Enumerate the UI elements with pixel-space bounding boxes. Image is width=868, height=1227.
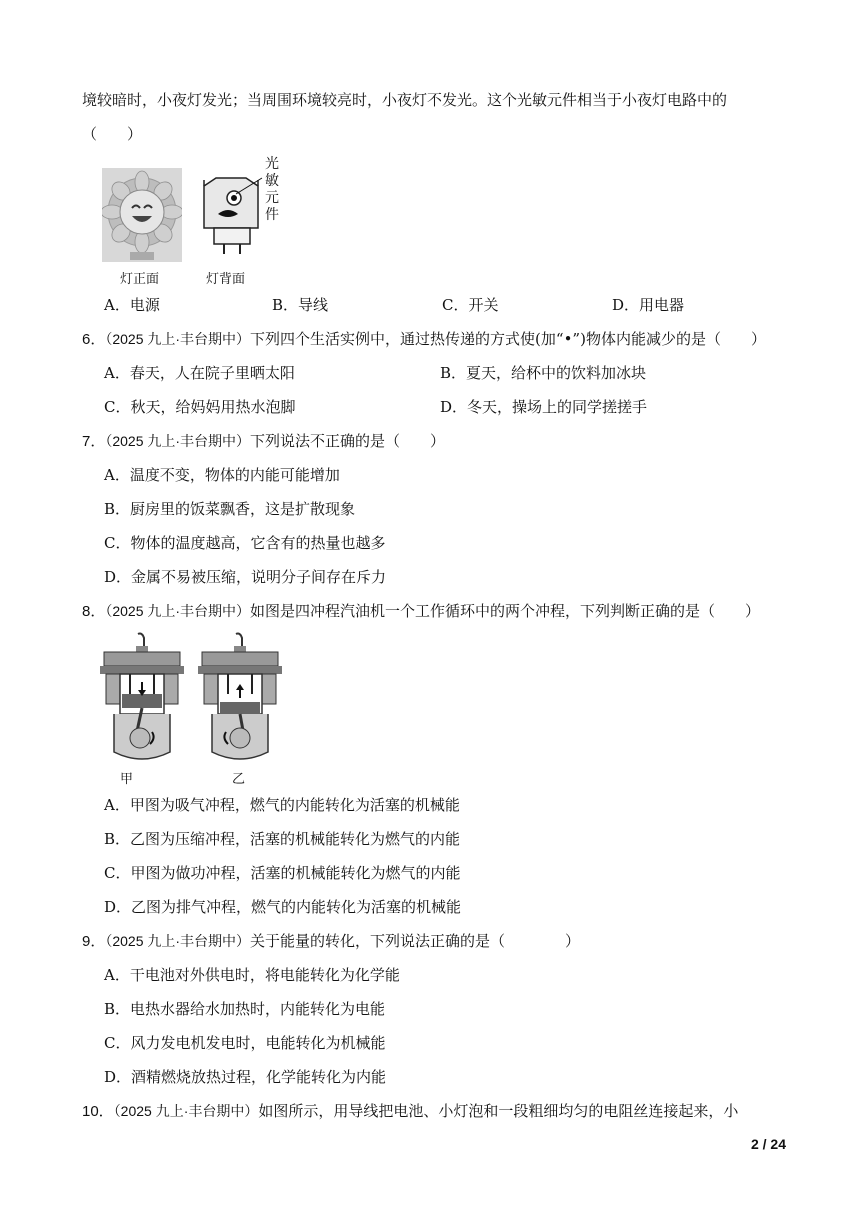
q10-stem: 10．（2025 九上·丰台期中）如图所示，用导线把电池、小灯泡和一段粗细均匀的电阻丝连接起来，小 <box>82 1102 739 1120</box>
q5-stem-line: 境较暗时，小夜灯发光；当周围环境较亮时，小夜灯不发光。这个光敏元件相当于小夜灯电路中的 <box>82 91 728 109</box>
q6-option-c: C．秋天，给妈妈用热水泡脚 <box>104 398 296 416</box>
fig-caption-back: 灯背面 <box>206 272 246 287</box>
q7-option-c: C．物体的温度越高，它含有的热量也越多 <box>104 534 386 552</box>
engine-diagram-yi <box>198 632 282 762</box>
q9-option-b: B．电热水器给水加热时，内能转化为电能 <box>104 1000 386 1018</box>
q7-option-a: A．温度不变，物体的内能可能增加 <box>104 466 340 484</box>
fig-caption-jia: 甲 <box>120 772 134 787</box>
q5-option-c: C．开关 <box>442 296 499 314</box>
night-light-back-image <box>196 176 266 256</box>
q8-stem: 8．（2025 九上·丰台期中）如图是四冲程汽油机一个工作循环中的两个冲程，下列判断正确的是（ ） <box>82 602 761 620</box>
q7-option-d: D．金属不易被压缩，说明分子间存在斥力 <box>104 568 387 586</box>
q8-option-c: C．甲图为做功冲程，活塞的机械能转化为燃气的内能 <box>104 864 461 882</box>
q9-option-c: C．风力发电机发电时，电能转化为机械能 <box>104 1034 386 1052</box>
q8-option-d: D．乙图为排气冲程，燃气的内能转化为活塞的机械能 <box>104 898 462 916</box>
q8-option-b: B．乙图为压缩冲程，活塞的机械能转化为燃气的内能 <box>104 830 461 848</box>
night-light-front-image <box>102 168 182 262</box>
q6-option-d: D．冬天，操场上的同学搓搓手 <box>440 398 648 416</box>
q7-option-b: B．厨房里的饭菜飘香，这是扩散现象 <box>104 500 356 518</box>
engine-diagram-jia <box>100 632 184 762</box>
q5-option-b: B．导线 <box>272 296 329 314</box>
fig-caption-yi: 乙 <box>232 772 246 787</box>
photosensitive-element-label: 光 敏 元 件 <box>265 156 279 223</box>
q9-option-d: D．酒精燃烧放热过程，化学能转化为内能 <box>104 1068 387 1086</box>
q5-option-a: A．电源 <box>104 296 160 314</box>
q6-option-a: A．春天，人在院子里晒太阳 <box>104 364 295 382</box>
q9-option-a: A．干电池对外供电时，将电能转化为化学能 <box>104 966 400 984</box>
q8-option-a: A．甲图为吸气冲程，燃气的内能转化为活塞的机械能 <box>104 796 460 814</box>
q6-option-b: B．夏天，给杯中的饮料加冰块 <box>440 364 647 382</box>
q5-bracket: （ ） <box>82 125 143 143</box>
q6-stem: 6．（2025 九上·丰台期中）下列四个生活实例中，通过热传递的方式使(加“•”)物体内能减少的是（ ） <box>82 330 766 348</box>
fig-caption-front: 灯正面 <box>120 272 160 287</box>
q5-option-d: D．用电器 <box>612 296 685 314</box>
q7-stem: 7．（2025 九上·丰台期中）下列说法不正确的是（ ） <box>82 432 446 450</box>
page-number: 2 / 24 <box>750 1136 786 1152</box>
q9-stem: 9．（2025 九上·丰台期中）关于能量的转化，下列说法正确的是（ ） <box>82 932 581 950</box>
